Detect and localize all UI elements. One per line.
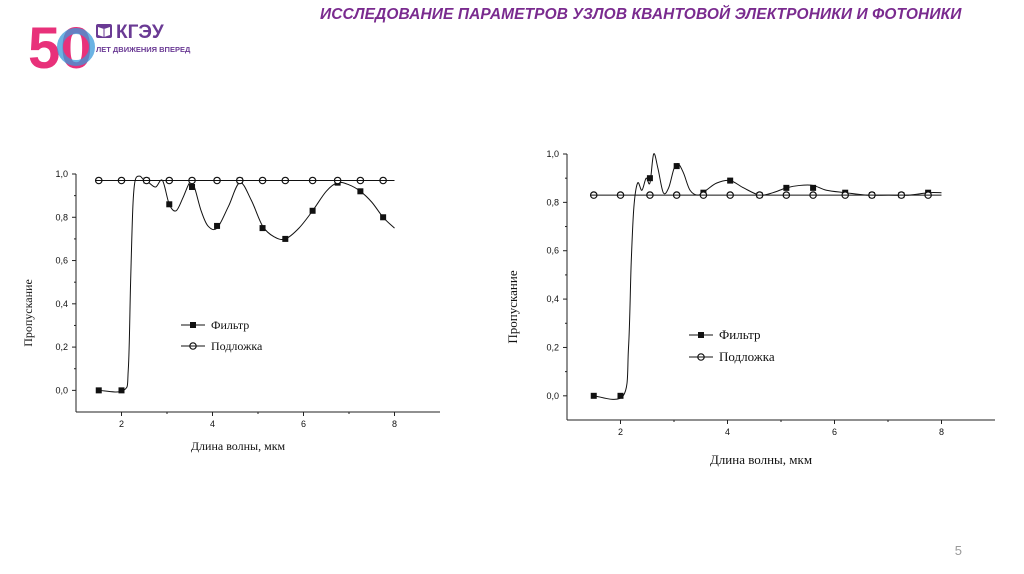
c1-y-tick-label: 0,4 [55,298,68,309]
c1-filter-point [357,188,363,194]
c2-filter-point [727,178,733,184]
c2-y-tick-label: 0,0 [546,390,559,401]
c2-x-tick-label: 6 [831,427,838,437]
c1-y-tick-label: 1,0 [55,169,68,179]
c2-legend [689,327,775,364]
c2-x-tick-label: 2 [617,427,624,437]
book-icon [96,24,112,38]
c2-x-axis-label: Длина волны, мкм [709,452,813,467]
c2-y-tick-label: 0,6 [546,245,559,256]
c2-filter-point [674,163,680,169]
c1-y-tick-label: 0,6 [55,255,68,266]
page-number: 5 [954,543,962,558]
c2-y-axis-label: Пропускание [505,270,520,344]
c1-filter-line [99,176,395,392]
c1-y-axis-label: Пропускание [21,279,35,347]
c1-filter-point [260,225,266,231]
page-title: ИССЛЕДОВАНИЕ ПАРАМЕТРОВ УЗЛОВ КВАНТОВОЙ ЭЛЕКТРОНИКИ И ФОТОНИКИ [320,6,962,23]
c1-filter-point [310,208,316,214]
c1-filter-point [166,201,172,207]
c2-y-tick-label: 1,0 [546,149,559,159]
c1-y-tick-label: 0,8 [55,212,68,223]
c2-y-tick-label: 0,4 [546,294,559,305]
c1-x-tick-label: 6 [300,419,307,429]
c2-y-tick-label: 0,8 [546,197,559,208]
c2-x-tick-label: 8 [938,427,945,437]
c2-filter-legend-label: Фильтр [719,327,761,342]
c2-substrate-legend-label: Подложка [719,349,775,364]
c1-filter-point [96,387,102,393]
c1-filter-point [380,214,386,220]
c2-filter-point [647,175,653,181]
c1-x-tick-label: 2 [118,419,125,429]
chart-filter-transmission-1 [0,160,460,460]
c1-filter-point [282,236,288,242]
c1-x-tick-label: 4 [209,419,216,429]
c1-x-axis-label: Длина волны, мкм [190,439,286,453]
logo-org-name: КГЭУ [116,22,164,43]
c1-legend [181,318,263,353]
c2-filter-legend-marker [698,332,704,338]
c1-filter-point [189,184,195,190]
c2-filter-point [810,185,816,191]
c1-filter-legend-label: Фильтр [211,318,250,332]
c2-x-tick-label: 4 [724,427,731,437]
c1-filter-point [119,387,125,393]
c1-filter-point [214,223,220,229]
c2-y-tick-label: 0,2 [546,342,559,353]
kgeu-logo [28,14,198,76]
logo-tagline: ЛЕТ ДВИЖЕНИЯ ВПЕРЕД [96,45,191,54]
c1-y-tick-label: 0,0 [55,385,68,396]
chart-filter-transmission-2 [495,140,1005,480]
c1-substrate-legend-label: Подложка [211,339,263,353]
logo-number: 50 [28,16,93,76]
c2-filter-point [618,393,624,399]
c1-x-tick-label: 8 [391,419,398,429]
c1-y-tick-label: 0,2 [55,342,68,353]
c2-filter-point [591,393,597,399]
c1-filter-legend-marker [190,322,196,328]
c2-filter-point [783,185,789,191]
